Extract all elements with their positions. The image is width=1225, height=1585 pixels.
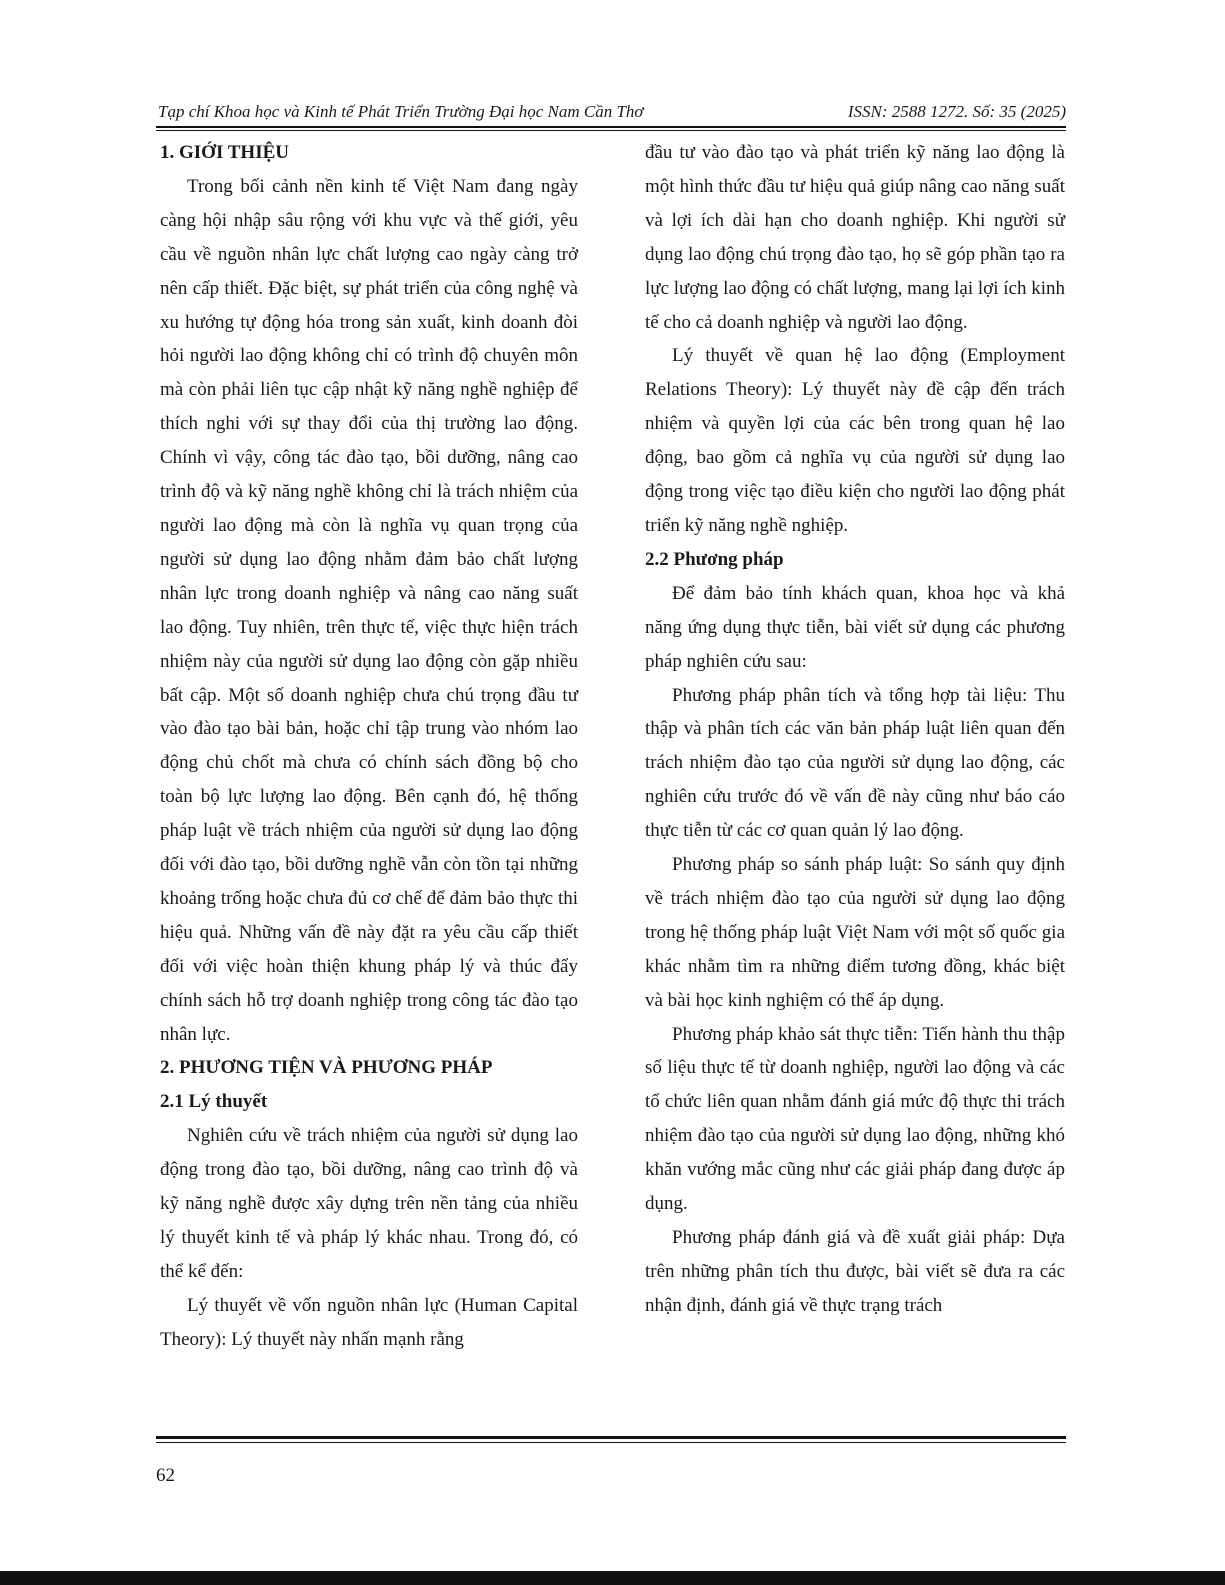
journal-title: Tạp chí Khoa học và Kinh tế Phát Triển Trường Đại học Nam Cần Thơ — [158, 102, 644, 121]
scan-bottom-edge — [0, 1571, 1225, 1585]
header-rule-thin — [156, 130, 1066, 131]
footer-rule-thick — [156, 1436, 1066, 1439]
section-1-heading: 1. GIỚI THIỆU — [160, 142, 289, 163]
running-header — [158, 101, 1066, 123]
methods-intro-paragraph: Để đảm bảo tính khách quan, khoa học và khả năng ứng dụng thực tiễn, bài viết sử dụng các phương pháp nghiên cứu sau: — [645, 582, 1065, 672]
human-capital-paragraph-end: đầu tư vào đào tạo và phát triển kỹ năng lao động là một hình thức đầu tư hiệu quả giúp nâng cao năng suất và lợi ích dài hạn cho doanh nghiệp. Khi người sử dụng lao động chú trọng đào tạo, họ sẽ góp phần tạo ra lực lượng lao động có chất lượng, mang lại lợi ích kinh tế cho cả doanh nghiệp và người lao động. — [645, 142, 1065, 333]
right-column — [645, 136, 1065, 1323]
method-survey-paragraph: Phương pháp khảo sát thực tiễn: Tiến hành thu thập số liệu thực tế từ doanh nghiệp, người lao động và các tổ chức liên quan nhằm đánh giá mức độ thực thi trách nhiệm đào tạo của người sử dụng lao động, những khó khăn vướng mắc cũng như các giải pháp đang được áp dụng. — [645, 1023, 1065, 1215]
intro-paragraph: Trong bối cảnh nền kinh tế Việt Nam đang ngày càng hội nhập sâu rộng với khu vực và thế giới, yêu cầu về nguồn nhân lực chất lượng cao ngày càng trở nên cấp thiết. Đặc biệt, sự phát triển của công nghệ và xu hướng tự động hóa trong sản xuất, kinh doanh đòi hỏi người lao động không chỉ có trình độ chuyên môn mà còn phải liên tục cập nhật kỹ năng nghề nghiệp để thích nghi với sự thay đổi của thị trường lao động. Chính vì vậy, công tác đào tạo, bồi dưỡng, nâng cao trình độ và kỹ năng nghề không chỉ là trách nhiệm của người lao động mà còn là nghĩa vụ quan trọng của người sử dụng lao động nhằm đảm bảo chất lượng nhân lực trong doanh nghiệp và nâng cao năng suất lao động. Tuy nhiên, trên thực tế, việc thực hiện trách nhiệm này của người sử dụng lao động còn gặp nhiều bất cập. Một số doanh nghiệp chưa chú trọng đầu tư vào đào tạo bài bản, hoặc chỉ tập trung vào nhóm lao động chủ chốt mà chưa có chính sách đồng bộ cho toàn bộ lực lượng lao động. Bên cạnh đó, hệ thống pháp luật về trách nhiệm của người sử dụng lao động đối với đào tạo, bồi dưỡng nghề vẫn còn tồn tại những khoảng trống hoặc chưa đủ cơ chế để đảm bảo thực thi hiệu quả. Những vấn đề này đặt ra yêu cầu cấp thiết đối với việc hoàn thiện khung pháp lý và thúc đẩy chính sách hỗ trợ doanh nghiệp trong công tác đào tạo nhân lực. — [160, 175, 578, 1045]
theory-paragraph: Nghiên cứu về trách nhiệm của người sử dụng lao động trong đào tạo, bồi dưỡng, nâng cao trình độ và kỹ năng nghề được xây dựng trên nền tảng của nhiều lý thuyết kinh tế và pháp lý khác nhau. Trong đó, có thể kể đến: — [160, 1125, 578, 1282]
page-number: 62 — [156, 1465, 175, 1486]
section-2-heading: 2. PHƯƠNG TIỆN VÀ PHƯƠNG PHÁP — [160, 1057, 493, 1079]
human-capital-paragraph-start: Lý thuyết về vốn nguồn nhân lực (Human Capital Theory): Lý thuyết này nhấn mạnh rằng — [160, 1294, 578, 1350]
footer-rule-thin — [156, 1442, 1066, 1443]
method-analysis-paragraph: Phương pháp phân tích và tổng hợp tài liệu: Thu thập và phân tích các văn bản pháp luật liên quan đến trách nhiệm đào tạo của người sử dụng lao động, các nghiên cứu trước đó về vấn đề này cũng như báo cáo thực tiễn từ các cơ quan quản lý lao động. — [645, 684, 1065, 842]
issn-issue: ISSN: 2588 1272. Số: 35 (2025) — [847, 102, 1066, 121]
header-rule-thick — [156, 126, 1066, 128]
method-evaluation-paragraph: Phương pháp đánh giá và đề xuất giải pháp: Dựa trên những phân tích thu được, bài viết sẽ đưa ra các nhận định, đánh giá về thực trạng trách — [645, 1227, 1065, 1316]
method-comparison-paragraph: Phương pháp so sánh pháp luật: So sánh quy định về trách nhiệm đào tạo của người sử dụng lao động trong hệ thống pháp luật Việt Nam với một số quốc gia khác nhằm tìm ra những điểm tương đồng, khác biệt và bài học kinh nghiệm có thể áp dụng. — [645, 854, 1065, 1011]
left-column — [160, 136, 578, 1357]
section-2-1-heading: 2.1 Lý thuyết — [160, 1091, 268, 1113]
employment-relations-paragraph: Lý thuyết về quan hệ lao động (Employment Relations Theory): Lý thuyết này đề cập đến trách nhiệm và quyền lợi của các bên trong quan hệ lao động, bao gồm cả nghĩa vụ của người sử dụng lao động trong việc tạo điều kiện cho người lao động phát triển kỹ năng nghề nghiệp. — [645, 345, 1065, 536]
section-2-2-heading: 2.2 Phương pháp — [645, 548, 784, 570]
